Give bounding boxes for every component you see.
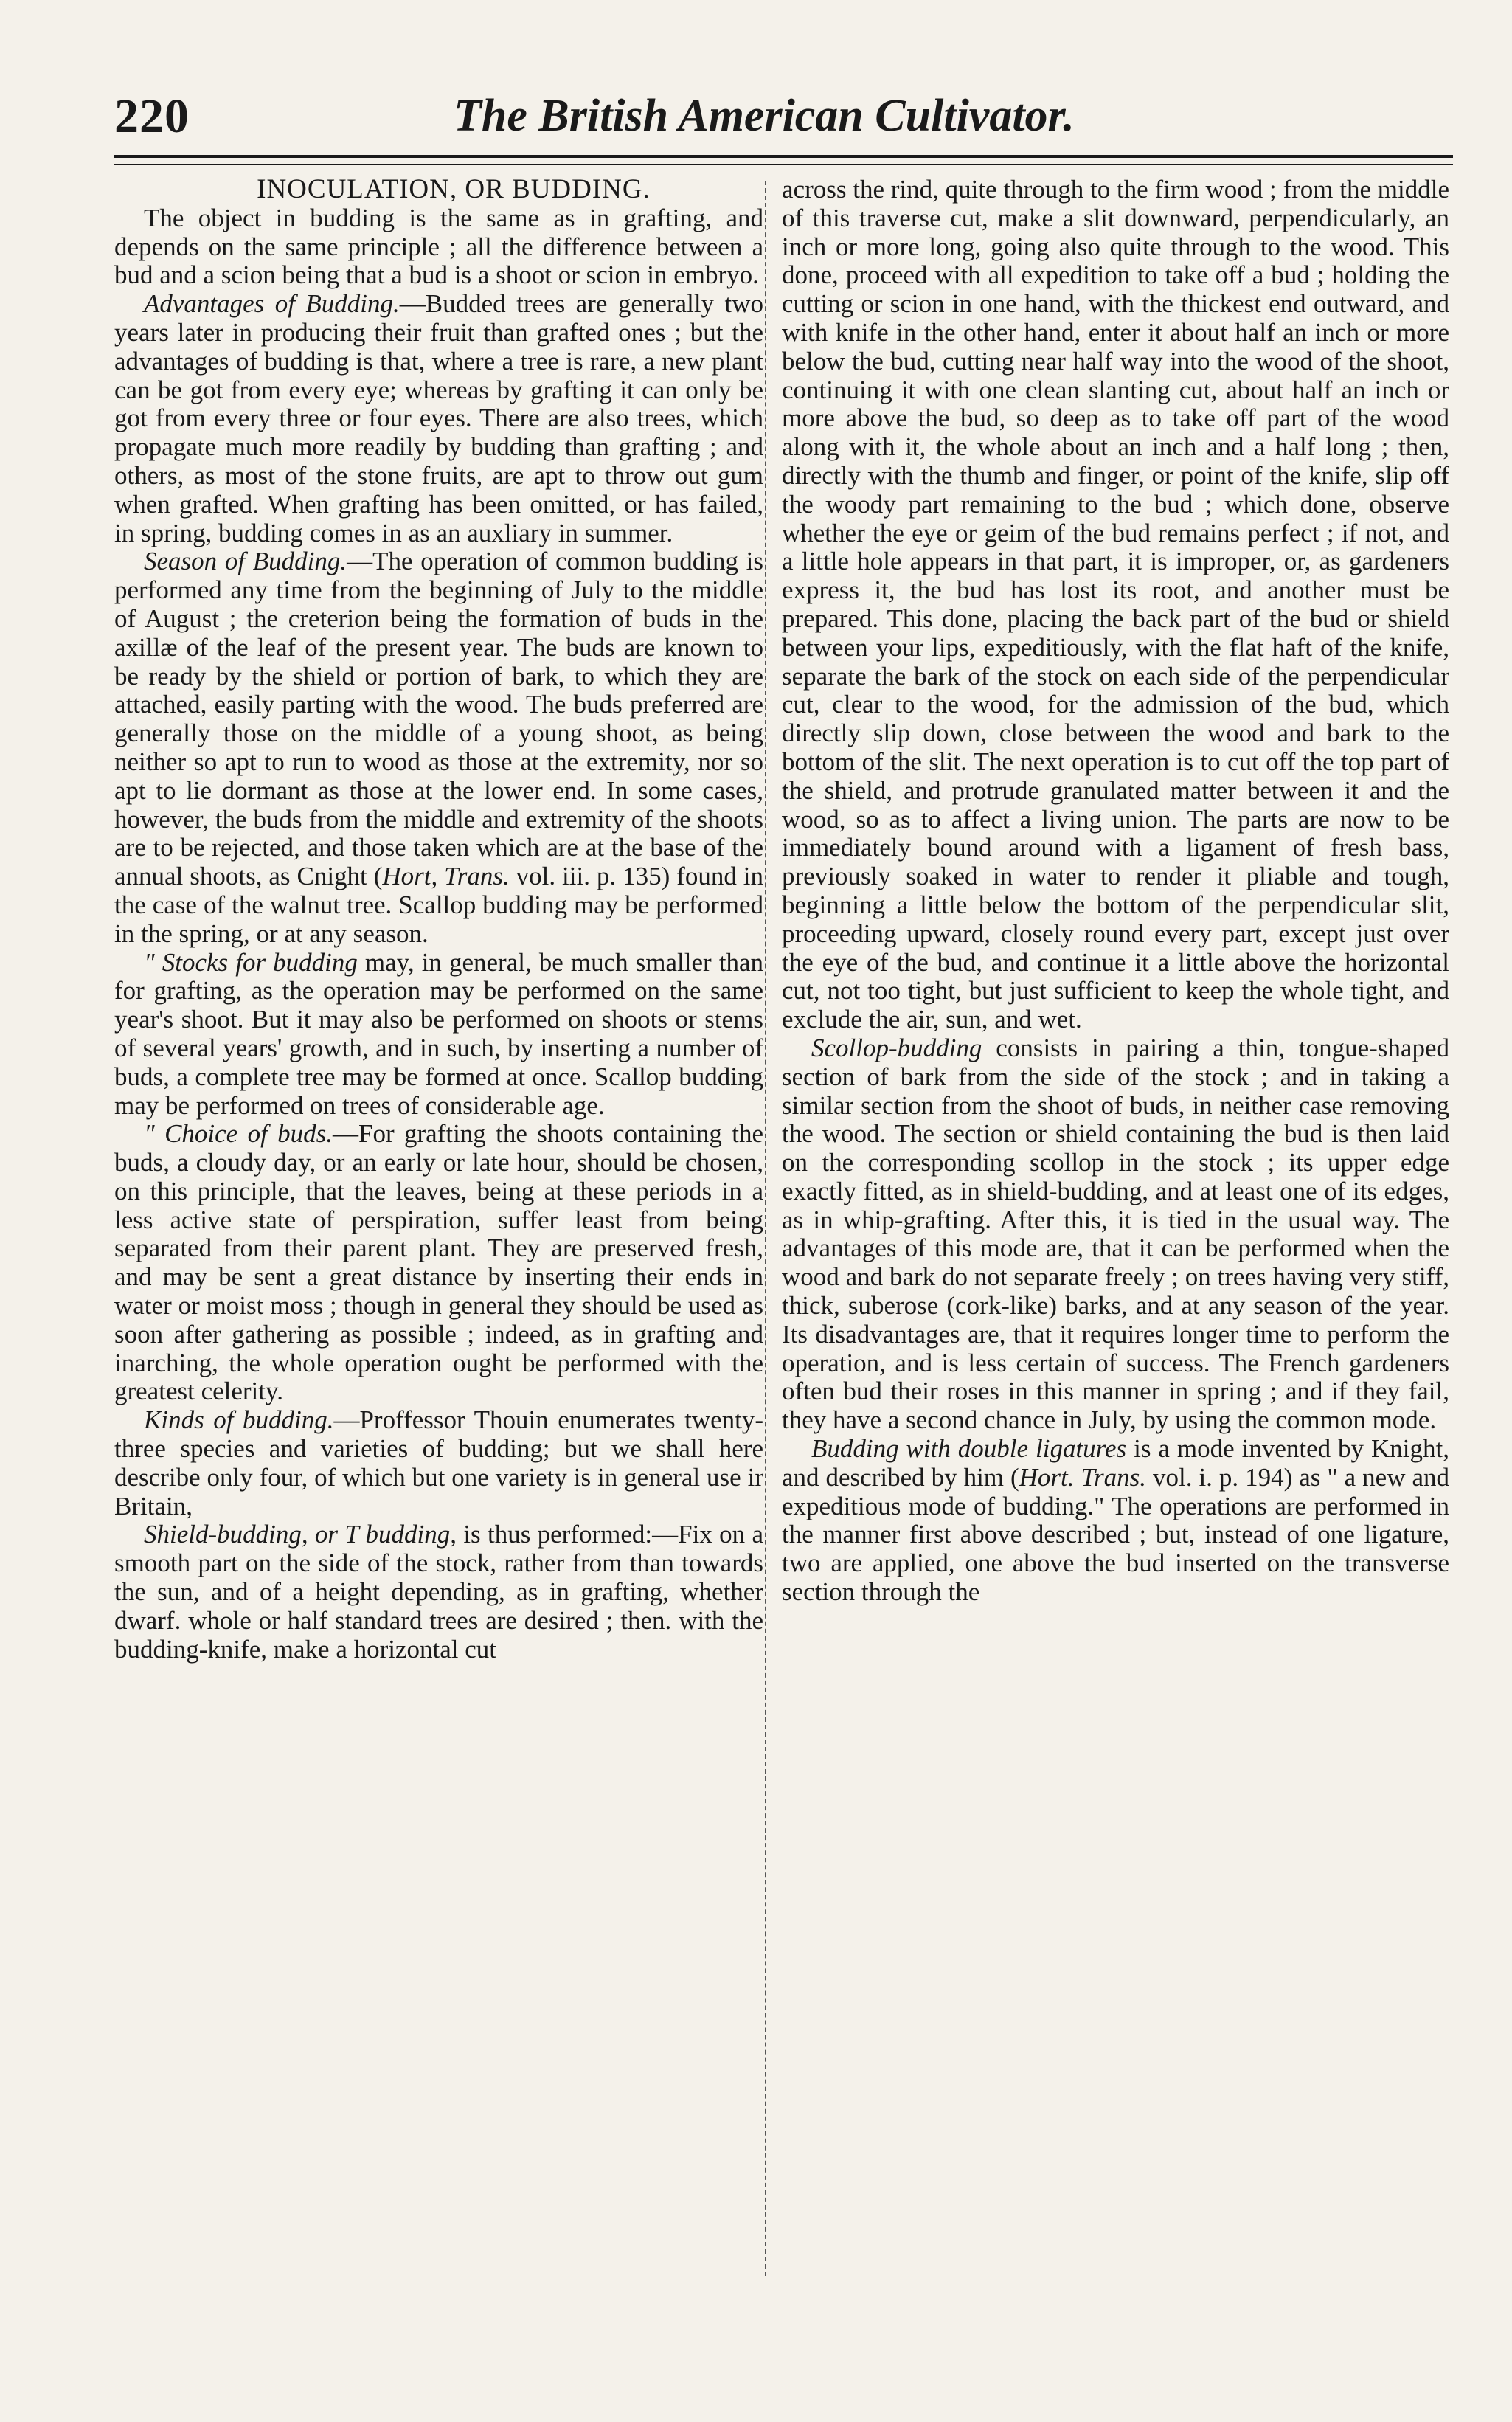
paragraph-advantages: Advantages of Budding.—Budded trees are generally two years later in producing their fruit than grafted ones ; but the advantages of budding is that, where a tree is rare, a new plant can be got from every eye; whereas by grafting it can only be got from every three or four eyes. There are also trees, which propagate much more readily by budding than grafting ; and others, as most of the stone fruits, are apt to throw out gum when grafted. When grafting has been omitted, or has failed, in spring, budding comes in as an auxliary in summer. bbox=[114, 289, 764, 547]
article-title: INOCULATION, OR BUDDING. bbox=[257, 174, 651, 204]
reference-hort-trans: Hort, Trans. bbox=[382, 862, 510, 891]
running-title: The British American Cultivator. bbox=[454, 91, 1075, 141]
subhead-stocks: " Stocks for budding bbox=[144, 947, 358, 977]
header-rule-thin bbox=[114, 164, 1453, 165]
paragraph-shield-continued: across the rind, quite through to the firm wood ; from the middle of this traverse cut, make a slit downward, perpendicularly, an inch or more long, going also quite through to the wood. This done, proceed with all expedition to take off a bud ; holding the cutting or scion in one hand, with the thickest end outward, and with knife in the other hand, enter it about half an inch or more below the bud, cutting near half way into the wood of the shoot, continuing it with one clean slanting cut, about half an inch or more above the bud, so deep as to take off part of the wood along with it, the whole about an inch and a half long ; then, directly with the thumb and finger, or point of the knife, slip off the woody part remaining to the bud ; which done, observe whether the eye or geim of the bud remains perfect ; if not, and a little hole appears in that part, it is improper, or, as gardeners express it, the bud has lost its root, and another must be prepared. This done, placing the back part of the bud or shield between your lips, expeditiously, with the flat haft of the knife, separate the bark of the stock on each side of the perpendicular cut, clear to the wood, for the admission of the bud, which directly slip down, close between the wood and bark to the bottom of the slit. The next operation is to cut off the top part of the shield, and protrude granulated matter between it and the wood, so as to affect a living union. The parts are now to be immediately bound around with a ligament of fresh bass, previously soaked in water to render it pliable and tough, beginning a little below the bottom of the perpendicular slit, proceeding upward, closely round every part, except just over the eye of the bud, and continue it a little above the horizontal cut, not too tight, but just sufficient to keep the whole tight, and exclude the air, sun, and wet. bbox=[782, 175, 1449, 1034]
paragraph-double-ligatures: Budding with double ligatures is a mode invented by Knight, and described by him (Hort. Trans. vol. i. p. 194) as " a new and expeditious mode of budding." The operations are performed in the manner first above described ; but, instead of one ligature, two are applied, one above the bud inserted on the transverse section through the bbox=[782, 1434, 1449, 1607]
subhead-advantages: Advantages of Budding. bbox=[144, 289, 400, 319]
paragraph-intro: The object in budding is the same as in grafting, and depends on the same principle ; all the difference between a bud and a scion being that a bud is a shoot or scion in embryo. bbox=[114, 203, 763, 290]
subhead-shield: Shield-budding, or T budding, bbox=[144, 1520, 457, 1549]
subhead-kinds: Kinds of budding. bbox=[144, 1405, 334, 1435]
header-rule bbox=[114, 155, 1453, 158]
page-number: 220 bbox=[114, 89, 190, 143]
column-divider bbox=[765, 181, 766, 2276]
paragraph-shield: Shield-budding, or T budding, is thus performed:—Fix on a smooth part on the side of the stock, rather from than towards the sun, and of a height depending, as in grafting, whether dwarf. whole or half standard trees are desired ; then. with the budding-knife, make a horizontal cut bbox=[114, 1520, 763, 1664]
reference-hort-trans-2: Hort. Trans. bbox=[1019, 1462, 1147, 1492]
paragraph-kinds: Kinds of budding.—Proffessor Thouin enumerates twenty-three species and varieties of budding; but we shall here describe only four, of which but one variety is in general use ir Britain, bbox=[114, 1405, 764, 1520]
paragraph-stocks: " Stocks for budding may, in general, be much smaller than for grafting, as the operation may be performed on the same year's shoot. But it may also be performed on shoots or stems of several years' growth, and in such, by inserting a number of buds, a complete tree may be formed at once. Scallop budding may be performed on trees of considerable age. bbox=[114, 947, 764, 1120]
right-column bbox=[782, 176, 1449, 1607]
left-column bbox=[114, 176, 763, 1664]
paragraph-scollop: Scollop-budding consists in pairing a thin, tongue-shaped section of bark from the side of the stock ; and in taking a similar section from the shoot of buds, in neither case removing the wood. The section or shield containing the bud is then laid on the corresponding scollop in the stock ; its upper edge exactly fitted, as in shield-budding, and at least one of its edges, as in whip-grafting. After this, it is tied in the usual way. The advantages of this mode are, that it can be performed when the wood and bark do not separate freely ; on trees having very stiff, thick, suberose (cork-like) barks, and at any season of the year. Its disadvantages are, that it requires longer time to perform the operation, and is less certain of success. The French gardeners often bud their roses in this manner in spring ; and if they fail, they have a second chance in July, by using the common mode. bbox=[782, 1033, 1449, 1435]
page-header bbox=[114, 89, 1453, 155]
subhead-choice: " Choice of buds. bbox=[144, 1119, 333, 1149]
paragraph-season: Season of Budding.—The operation of common budding is performed any time from the beginning of July to the middle of August ; the creterion being the formation of buds in the axillæ of the leaf of the present year. The buds are known to be ready by the shield or portion of bark, to which they are attached, easily parting with the wood. The buds preferred are generally those on the middle of a young shoot, as being neither so apt to run to wood as those at the extremity, nor so apt to lie dormant as those at the lower end. In some cases, however, the buds from the middle and extremity of the shoots are to be rejected, and those taken which are at the base of the annual shoots, as Cnight (Hort, Trans. vol. iii. p. 135) found in the case of the walnut tree. Scallop budding may be performed in the spring, or at any season. bbox=[114, 547, 763, 948]
subhead-season: Season of Budding. bbox=[144, 547, 347, 576]
paragraph-choice: " Choice of buds.—For grafting the shoots containing the buds, a cloudy day, or an early or late hour, should be chosen, on this principle, that the leaves, being at these periods in a less active state of perspiration, suffer least from being separated from their parent plant. They are preserved fresh, and may be sent a great distance by inserting their ends in water or moist moss ; though in general they should be used as soon after gathering as possible ; indeed, as in grafting and inarching, the whole operation ought be performed with the greatest celerity. bbox=[114, 1119, 763, 1406]
subhead-double-ligatures: Budding with double ligatures bbox=[811, 1434, 1127, 1464]
subhead-scollop: Scollop-budding bbox=[811, 1033, 982, 1062]
